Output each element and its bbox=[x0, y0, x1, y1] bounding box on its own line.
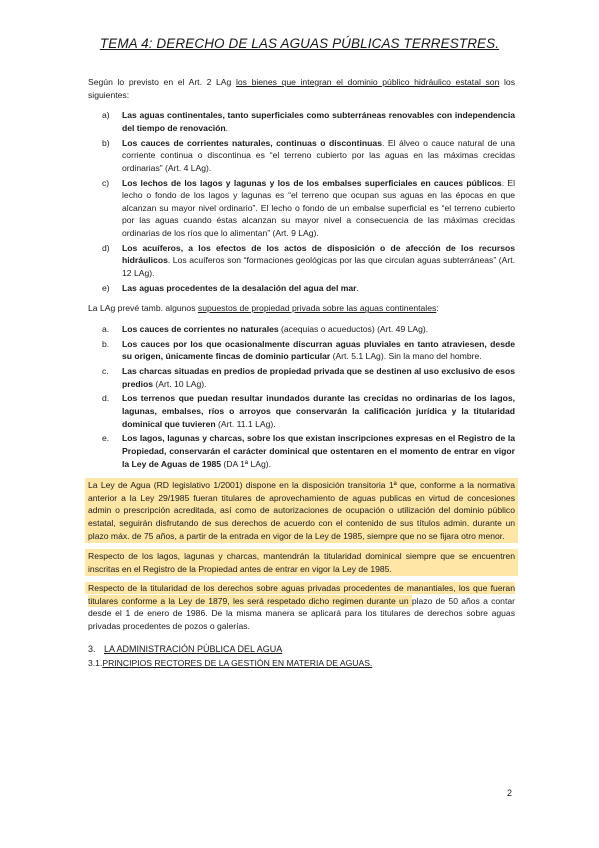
list-item-bold: Los cauces de corrientes no naturales bbox=[122, 323, 279, 334]
list-marker: d. bbox=[102, 393, 110, 404]
list-item bbox=[88, 432, 515, 470]
list-item-bold: Los acuíferos, a los efectos de los actos de disposición o de afección de los recursos hidráulicos bbox=[122, 242, 515, 266]
list-item-text: (Art. 5.1 LAg). Sin la mano del hombre. bbox=[330, 351, 482, 362]
intro-underlined: los bienes que integran el dominio público hidráulico estatal son bbox=[235, 77, 500, 87]
document-body bbox=[88, 76, 515, 670]
list-item-text: . bbox=[225, 122, 229, 133]
intro-paragraph bbox=[88, 76, 515, 101]
private-property-list bbox=[88, 323, 515, 470]
list-item bbox=[88, 177, 515, 240]
second-intro-underlined: supuestos de propiedad privada sobre las aguas continentales bbox=[197, 303, 437, 314]
list-item-bold: Los terrenos que puedan resultar inundados durante las crecidas no ordinarias de los lagos, lagunas, embalses, ríos o arroyos que conservarán la calificación jurídica y la titularidad dominical que tuvieren bbox=[122, 393, 515, 429]
list-item bbox=[88, 282, 515, 295]
list-item bbox=[88, 242, 515, 280]
intro-post: los siguientes: bbox=[88, 77, 515, 100]
list-item bbox=[88, 323, 515, 336]
list-item-bold: Los cauces de corrientes naturales, continuas o discontinuas bbox=[122, 137, 382, 148]
private-intro-paragraph bbox=[88, 302, 515, 315]
list-item-bold: Los cauces por los que ocasionalmente discurran aguas pluviales en tanto atraviesen, desde su origen, únicamente fincas de dominio particular bbox=[122, 338, 515, 362]
list-item-text: (acequias o acueductos) (Art. 49 LAg). bbox=[278, 323, 429, 334]
page-title: TEMA 4: DERECHO DE LAS AGUAS PÚBLICAS TERRESTRES. bbox=[99, 36, 500, 51]
highlighted-paragraph: La Ley de Agua (RD legislativo 1/2001) dispone en la disposición transitoria 1ª que, conforme a la normativa anterior a la Ley 29/1985 fueran titulares de aprovechamiento de aguas publicas en virtud de concesiones admin o prescripción acreditada, así como de autorizaciones de ocupación o utilización del dominio público estatal, seguirán disfrutando de sus derechos de acuerdo con el contenido de sus títulos admin. durante un plazo máx. de 75 años, a partir de la entrada en vigor de la Ley de 1985, siempre que no se fijara otro menor. bbox=[85, 478, 518, 543]
section-number: 3. bbox=[88, 643, 96, 654]
public-domain-list bbox=[88, 109, 515, 294]
list-item bbox=[88, 365, 515, 390]
list-item-text: (DA 1ª LAg). bbox=[221, 458, 272, 469]
list-item-text: . El lecho o fondo de los lagos y lagunas es “el terreno que ocupan sus aguas en las épocas en que alcanzan su mayor nivel ordinario”. El lecho o fondo de un embalse superficial es “el terreno cubierto por las aguas cuando éstas alcanzan su mayor nivel a consecuencia de las máximas crecidas ordinarias de los ríos que lo alimentan” (Art. 9 LAg). bbox=[122, 177, 515, 238]
second-intro-pre: La LAg prevé tamb. algunos bbox=[88, 303, 198, 314]
list-item bbox=[88, 109, 515, 134]
list-item bbox=[88, 137, 515, 175]
intro-pre: Según lo previsto en el Art. 2 LAg bbox=[88, 77, 236, 87]
list-item-bold: Las charcas situadas en predios de propiedad privada que se destinen al uso exclusivo de esos predios bbox=[122, 366, 515, 389]
list-marker: c) bbox=[102, 177, 110, 188]
list-marker: b) bbox=[102, 137, 110, 148]
list-item bbox=[88, 392, 515, 430]
section-heading-3 bbox=[88, 643, 515, 656]
list-item-text: . bbox=[356, 282, 359, 293]
second-intro-post: : bbox=[436, 303, 439, 314]
list-item-bold: Los lechos de los lagos y lagunas y los de los embalses superficiales en cauces públicos bbox=[122, 177, 502, 188]
list-marker: e. bbox=[102, 433, 110, 444]
section-heading-3-1 bbox=[88, 657, 515, 670]
mixed-highlighted-text: Respecto de la titularidad de los derechos sobre aguas privadas procedentes de manantiales, los que fueran titulares conforme a la Ley de 1879, les será respetado dicho regimen durante un bbox=[85, 582, 515, 607]
list-item-bold: Las aguas procedentes de la desalación del agua del mar bbox=[122, 282, 357, 293]
page-number: 2 bbox=[506, 788, 512, 798]
list-item-bold: Los lagos, lagunas y charcas, sobre los que existan inscripciones expresas en el Registro de la Propiedad, conservarán el carácter dominical que ostentaren en el momento de entrar en vigor la Ley de Aguas de 1985 bbox=[122, 433, 515, 469]
list-item-text: . El álveo o cauce natural de una corriente continua o discontinua es “el terreno cubierto por las aguas en las máximas crecidas ordinarias” (Art. 4 LAg). bbox=[122, 137, 516, 173]
list-marker: d) bbox=[102, 242, 110, 253]
list-marker: e) bbox=[102, 282, 110, 293]
list-marker: a) bbox=[102, 110, 110, 121]
mixed-paragraph bbox=[88, 582, 515, 632]
list-marker: a. bbox=[102, 323, 110, 334]
list-marker: c. bbox=[102, 366, 109, 376]
highlighted-paragraph: Respecto de los lagos, lagunas y charcas, mantendrán la titularidad dominical siempre que se encuentren inscritas en el Registro de la Propiedad antes de entrar en vigor la Ley de 1985. bbox=[85, 549, 518, 576]
list-item-text: (Art. 11.1 LAg). bbox=[215, 418, 276, 429]
subsection-number: 3.1. bbox=[88, 658, 103, 669]
list-item-text: (Art. 10 LAg). bbox=[153, 378, 207, 389]
highlighted-notes bbox=[88, 478, 515, 633]
section-title: LA ADMINISTRACIÓN PÚBLICA DEL AGUA bbox=[104, 643, 283, 654]
list-item bbox=[88, 338, 515, 363]
list-item-text: . Los acuíferos son “formaciones geológicas por las que circulan aguas subterráneas” (Art. 12 LAg). bbox=[122, 255, 515, 278]
list-item-bold: Las aguas continentales, tanto superficiales como subterráneas renovables con independencia del tiempo de renovación bbox=[122, 110, 515, 133]
mixed-plain-text: plazo de 50 años a contar desde el 1 de enero de 1986. De la misma manera se aplicará para los titulares de derechos sobre aguas privadas procedentes de pozos o galerías. bbox=[88, 595, 515, 632]
subsection-title: PRINCIPIOS RECTORES DE LA GESTIÓN EN MATERIA DE AGUAS. bbox=[102, 658, 373, 669]
list-marker: b. bbox=[102, 338, 110, 349]
